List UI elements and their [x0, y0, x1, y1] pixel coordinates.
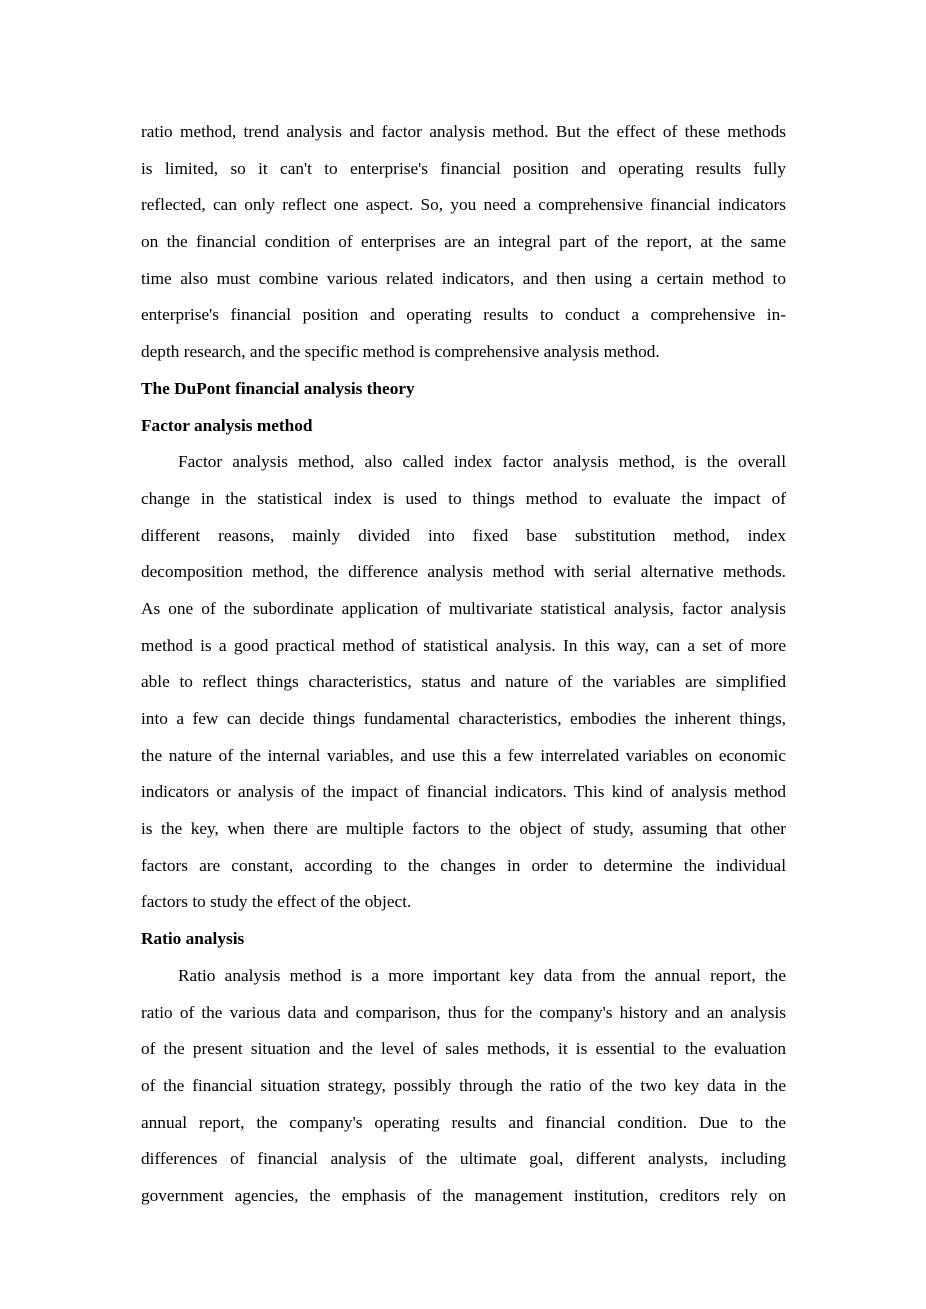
text-line: the nature of the internal variables, and use this a few interrelated variables on economic: [141, 745, 786, 765]
text-line: change in the statistical index is used to things method to evaluate the impact of: [141, 488, 786, 508]
text-line: of the financial situation strategy, possibly through the ratio of the two key data in the: [141, 1075, 786, 1095]
text-line: method is a good practical method of statistical analysis. In this way, can a set of more: [141, 635, 786, 655]
text-line: Factor analysis method, also called index factor analysis method, is the overall: [178, 452, 786, 472]
text-line: ratio method, trend analysis and factor analysis method. But the effect of these methods: [141, 122, 786, 141]
section-heading-ratio-analysis: Ratio analysis: [141, 929, 245, 949]
text-line: is the key, when there are multiple factors to the object of study, assuming that other: [141, 819, 786, 839]
text-line: As one of the subordinate application of multivariate statistical analysis, factor analysis: [141, 598, 786, 618]
text-line: annual report, the company's operating results and financial condition. Due to the: [141, 1112, 786, 1132]
document-page: [141, 114, 786, 1215]
text-line: into a few can decide things fundamental characteristics, embodies the inherent things,: [141, 709, 786, 728]
text-line: reflected, can only reflect one aspect. So, you need a comprehensive financial indicators: [141, 195, 786, 215]
text-line: depth research, and the specific method is comprehensive analysis method.: [141, 342, 660, 362]
text-line: different reasons, mainly divided into fixed base substitution method, index: [141, 525, 786, 545]
text-line: factors to study the effect of the object.: [141, 892, 412, 912]
section-heading-factor-analysis: Factor analysis method: [141, 415, 313, 435]
text-line: factors are constant, according to the changes in order to determine the individual: [141, 855, 786, 875]
text-line: is limited, so it can't to enterprise's financial position and operating results fully: [141, 158, 786, 178]
section-heading-dupont: The DuPont financial analysis theory: [141, 378, 415, 398]
text-line: of the present situation and the level of sales methods, it is essential to the evaluation: [141, 1039, 786, 1059]
text-line: on the financial condition of enterprises are an integral part of the report, at the same: [141, 232, 786, 252]
text-line: able to reflect things characteristics, status and nature of the variables are simplified: [141, 672, 786, 692]
text-line: government agencies, the emphasis of the management institution, creditors rely on: [141, 1185, 786, 1205]
text-line: decomposition method, the difference analysis method with serial alternative methods.: [141, 562, 786, 582]
text-line: indicators or analysis of the impact of financial indicators. This kind of analysis method: [141, 782, 786, 802]
text-line: ratio of the various data and comparison, thus for the company's history and an analysis: [141, 1002, 786, 1022]
text-line: time also must combine various related indicators, and then using a certain method to: [141, 268, 786, 288]
text-line: Ratio analysis method is a more important key data from the annual report, the: [178, 965, 786, 985]
paragraph-intro: [141, 114, 786, 371]
paragraph-ratio-analysis: [141, 958, 786, 1215]
text-line: differences of financial analysis of the ultimate goal, different analysts, including: [141, 1149, 786, 1169]
text-line: enterprise's financial position and operating results to conduct a comprehensive in-: [141, 305, 786, 325]
paragraph-factor-analysis: [141, 444, 786, 921]
